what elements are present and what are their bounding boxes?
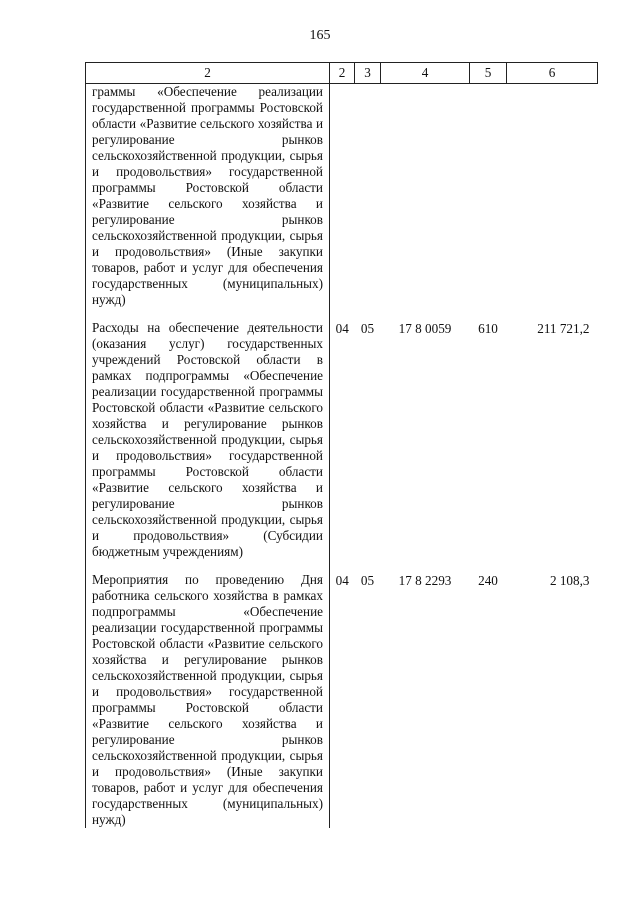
row-subsection-code: 05: [360, 321, 375, 336]
column-header: 3: [355, 63, 381, 84]
row-amount: 211 721,2: [537, 321, 590, 336]
row-description: Расходы на обеспечение деятельности (оказания услуг) государственных учреждений Ростовской области в рамках подпрограммы «Обеспечение реализации государственной программы Ростовской области «Развитие сельского хозяйства и регулирование рынков сельскохозяйственной продукции, сырья и продовольствия» государственной программы Ростовской области «Развитие сельского хозяйства и регулирование рынков сельскохозяйственной продукции, сырья и продовольствия» (Субсидии бюджетным учреждениям): [86, 308, 330, 560]
row-section-code: 04: [335, 573, 349, 588]
column-header: 5: [470, 63, 507, 84]
row-expense-type: 240: [478, 573, 498, 588]
row-description: Мероприятия по проведению Дня работника сельского хозяйства в рамках подпрограммы «Обеспечение реализации государственной программы Ростовской области «Развитие сельского хозяйства и регулирование рынков сельскохозяйственной продукции, сырья и продовольствия» государственной программы Ростовской области «Развитие сельского хозяйства и регулирование рынков сельскохозяйственной продукции, сырья и продовольствия» (Иные закупки товаров, работ и услуг для обеспечения государственных (муниципальных) нужд): [86, 560, 330, 828]
table-row: [86, 84, 598, 309]
page-number: 165: [309, 28, 331, 43]
table-header-row: [86, 63, 598, 84]
row-subsection-code: 05: [360, 573, 375, 588]
column-header: 6: [507, 63, 598, 84]
table-row: [86, 308, 598, 560]
row-section-code: 04: [335, 321, 349, 336]
row-amount: [507, 84, 598, 309]
table-row: [86, 560, 598, 828]
column-header: 2: [86, 63, 330, 84]
row-target-article: 17 8 2293: [398, 573, 452, 588]
row-description: граммы «Обеспечение реализации государственной программы Ростовской области «Развитие сельского хозяйства и регулирование рынков сельскохозяйственной продукции, сырья и продовольствия» государственной программы Ростовской области «Развитие сельского хозяйства и регулирование рынков сельскохозяйственной продукции, сырья и продовольствия» (Иные закупки товаров, работ и услуг для обеспечения государственных (муниципальных) нужд): [86, 84, 330, 309]
row-expense-type: [470, 84, 507, 309]
row-target-article: [381, 84, 470, 309]
row-section-code: [330, 84, 355, 309]
budget-table: [85, 62, 598, 828]
row-expense-type: 610: [478, 321, 498, 336]
column-header: 2: [330, 63, 355, 84]
row-amount: 2 108,3: [549, 573, 590, 588]
row-subsection-code: [355, 84, 381, 309]
column-header: 4: [381, 63, 470, 84]
row-target-article: 17 8 0059: [398, 321, 452, 336]
